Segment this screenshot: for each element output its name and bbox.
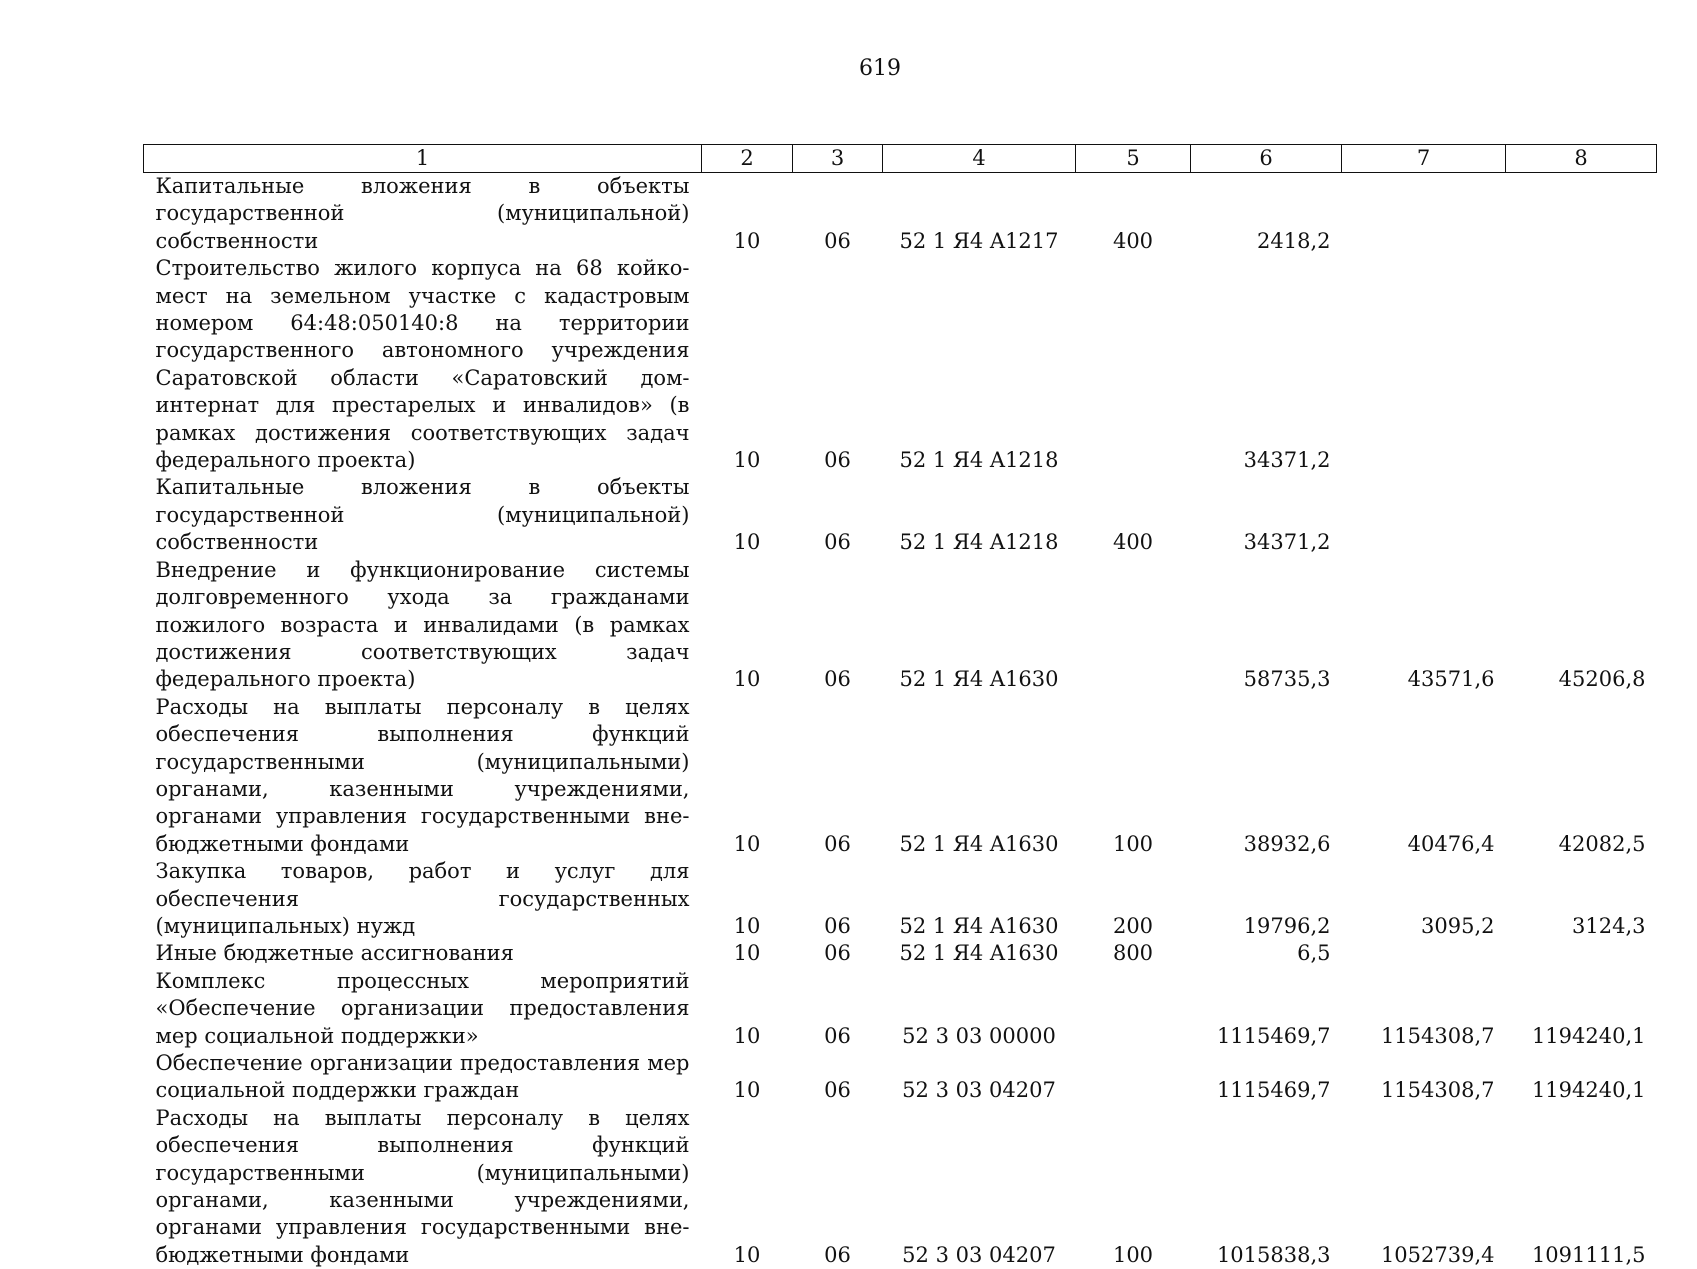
row-name: Строительство жилого корпуса на 68 койко-мест на земельном участке с кадастровым номером 64:48:050140:8 на территории государственного автономного учреждения Саратовской области «Саратовский дом-интернат для престарелых и инвалидов» (в рамках достижения соответствующих задач федерального проекта) (155, 256, 690, 473)
table-row (144, 255, 1657, 474)
row-amount-3: 3124,3 (1572, 913, 1646, 938)
row-amount-3: 1091111,5 (1531, 1242, 1646, 1267)
row-section: 10 (733, 941, 761, 966)
row-subsection: 06 (824, 1023, 851, 1048)
row-target-article: 52 3 03 04207 (902, 1242, 1056, 1267)
row-section: 10 (733, 1078, 761, 1103)
row-amount-2: 40476,4 (1407, 831, 1495, 856)
row-amount-2 (1342, 940, 1506, 967)
row-section: 10 (733, 667, 761, 692)
column-header: 3 (793, 145, 883, 173)
row-name: Комплекс процессных мероприятий «Обеспечение организации предоставления мер социальной поддержки» (155, 968, 690, 1048)
row-expense-type: 400 (1112, 530, 1154, 555)
column-header: 4 (883, 145, 1076, 173)
row-section: 10 (733, 831, 761, 856)
table-row (144, 1050, 1657, 1105)
column-header: 1 (144, 145, 702, 173)
row-subsection: 06 (824, 913, 851, 938)
row-subsection: 06 (824, 831, 851, 856)
row-amount-3: 42082,5 (1558, 831, 1646, 856)
row-section: 10 (733, 448, 761, 473)
table-row (144, 1105, 1657, 1269)
row-subsection: 06 (824, 1078, 851, 1103)
row-amount-3: 45206,8 (1558, 667, 1646, 692)
row-section: 10 (733, 530, 761, 555)
row-amount-3 (1506, 173, 1657, 256)
table-row (144, 694, 1657, 858)
row-amount-1: 34371,2 (1243, 530, 1331, 555)
row-amount-2: 43571,6 (1407, 667, 1495, 692)
row-amount-1: 34371,2 (1243, 448, 1331, 473)
table-row (144, 940, 1657, 967)
row-section: 10 (733, 1242, 761, 1267)
row-name: Капитальные вложения в объекты государственной (муниципальной) собственности (155, 475, 690, 555)
row-name: Расходы на выплаты персоналу в целях обеспечения выполнения функций государственными (муниципальными) органами, казенными учреждениями, органами управления государственными внебюджетными фондами (155, 694, 690, 856)
table-row (144, 557, 1657, 694)
table-row (144, 858, 1657, 940)
row-amount-2: 1052739,4 (1380, 1242, 1495, 1267)
row-expense-type: 400 (1112, 228, 1154, 253)
row-expense-type (1076, 1050, 1191, 1105)
row-amount-2: 1154308,7 (1380, 1078, 1495, 1103)
row-expense-type: 100 (1112, 1242, 1154, 1267)
budget-table (143, 144, 1657, 1269)
row-amount-3 (1506, 940, 1657, 967)
row-name: Капитальные вложения в объекты государственной (муниципальной) собственности (155, 174, 690, 253)
row-amount-1: 1115469,7 (1216, 1078, 1331, 1103)
row-target-article: 52 1 Я4 A1630 (899, 667, 1059, 692)
row-target-article: 52 1 Я4 A1217 (899, 228, 1059, 253)
column-header: 6 (1191, 145, 1342, 173)
row-amount-1: 6,5 (1297, 941, 1331, 966)
table-header-row (144, 145, 1657, 173)
row-name: Иные бюджетные ассигнования (155, 941, 514, 966)
row-amount-3: 1194240,1 (1531, 1023, 1646, 1048)
row-amount-1: 1015838,3 (1216, 1242, 1331, 1267)
row-target-article: 52 1 Я4 A1218 (899, 448, 1059, 473)
row-target-article: 52 3 03 04207 (902, 1078, 1056, 1103)
row-section: 10 (733, 913, 761, 938)
row-amount-2: 1154308,7 (1380, 1023, 1495, 1048)
row-section: 10 (733, 228, 761, 253)
row-amount-1: 38932,6 (1243, 831, 1331, 856)
row-amount-1: 19796,2 (1243, 913, 1331, 938)
row-subsection: 06 (824, 667, 851, 692)
table-row (144, 968, 1657, 1050)
row-expense-type: 200 (1112, 913, 1154, 938)
row-target-article: 52 1 Я4 A1630 (899, 941, 1059, 966)
row-expense-type: 800 (1112, 941, 1154, 966)
column-header: 2 (702, 145, 793, 173)
row-name: Расходы на выплаты персоналу в целях обеспечения выполнения функций государственными (муниципальными) органами, казенными учреждениями, органами управления государственными внебюджетными фондами (155, 1105, 690, 1267)
row-target-article: 52 3 03 00000 (902, 1023, 1056, 1048)
row-expense-type (1076, 255, 1191, 474)
row-target-article: 52 1 Я4 A1630 (899, 913, 1059, 938)
row-section: 10 (733, 1023, 761, 1048)
row-amount-2: 3095,2 (1421, 913, 1495, 938)
page-number: 619 (859, 56, 901, 81)
row-name: Закупка товаров, работ и услуг для обеспечения государственных (муниципальных) нужд (155, 859, 690, 938)
column-header: 5 (1076, 145, 1191, 173)
row-name: Обеспечение организации предоставления мер социальной поддержки граждан (155, 1051, 690, 1103)
row-amount-1: 1115469,7 (1216, 1023, 1331, 1048)
column-header: 7 (1342, 145, 1506, 173)
row-subsection: 06 (824, 448, 851, 473)
column-header: 8 (1506, 145, 1657, 173)
row-amount-1: 58735,3 (1243, 667, 1331, 692)
row-expense-type: 100 (1112, 831, 1154, 856)
row-subsection: 06 (824, 530, 851, 555)
row-target-article: 52 1 Я4 A1630 (899, 831, 1059, 856)
row-amount-3: 1194240,1 (1531, 1078, 1646, 1103)
table-row (144, 474, 1657, 556)
row-amount-2 (1342, 173, 1506, 256)
row-name: Внедрение и функционирование системы долговременного ухода за гражданами пожилого возраста и инвалидами (в рамках достижения соответствующих задач федерального проекта) (155, 557, 690, 692)
row-expense-type (1076, 968, 1191, 1050)
row-amount-1: 2418,2 (1257, 228, 1331, 253)
row-amount-2 (1342, 474, 1506, 556)
row-amount-3 (1506, 474, 1657, 556)
row-subsection: 06 (824, 228, 851, 253)
row-subsection: 06 (824, 1242, 851, 1267)
row-amount-3 (1506, 255, 1657, 474)
table-row (144, 173, 1657, 256)
row-expense-type (1076, 557, 1191, 694)
row-subsection: 06 (824, 941, 851, 966)
row-amount-2 (1342, 255, 1506, 474)
row-target-article: 52 1 Я4 A1218 (899, 530, 1059, 555)
